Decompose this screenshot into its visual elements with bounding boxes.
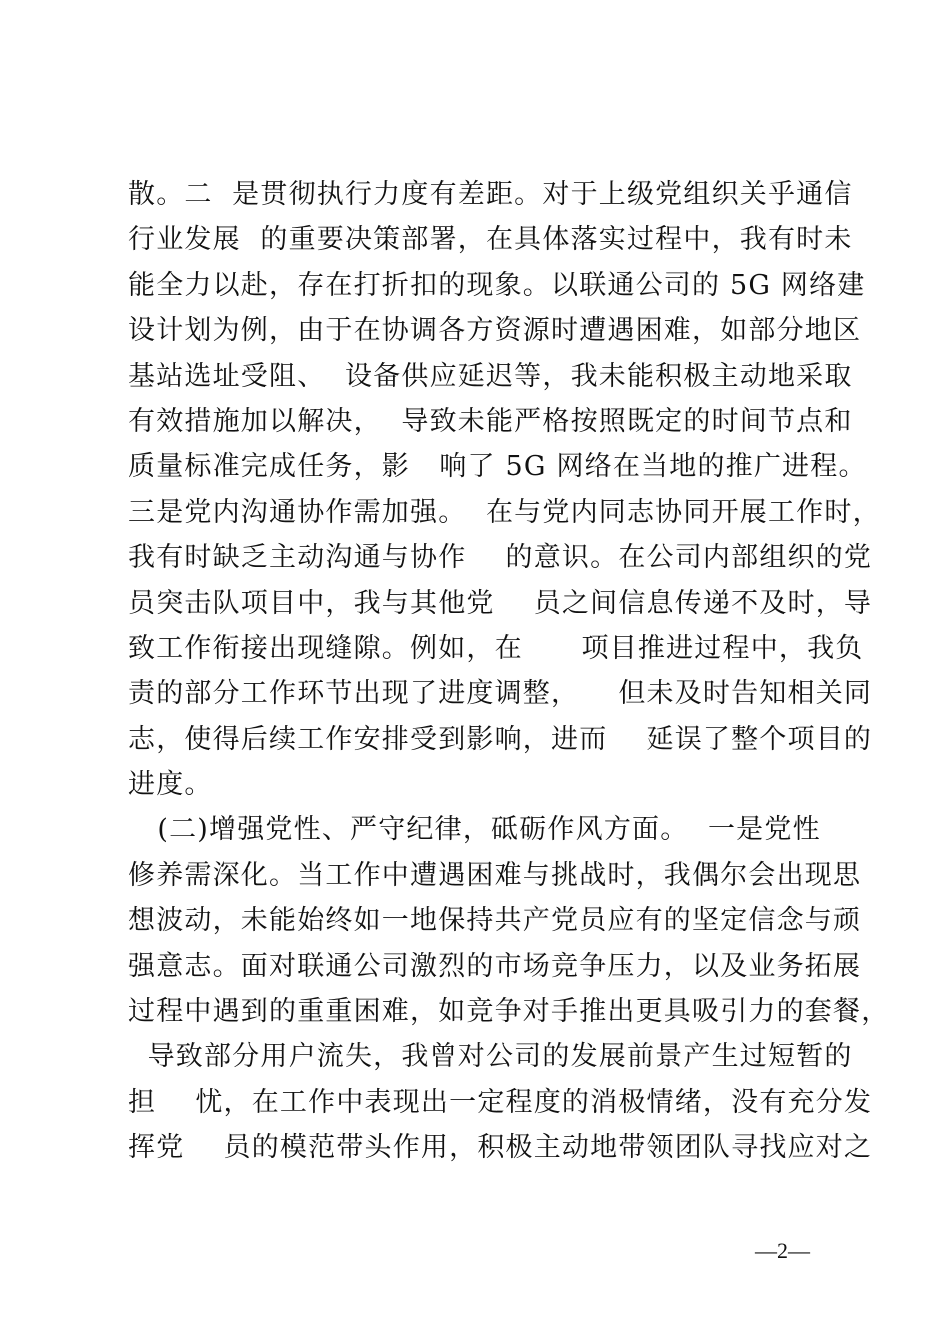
text-line: 责的部分工作环节出现了进度调整， 但未及时告知相关同: [128, 678, 873, 710]
text-line: 能全力以赴，存在打折扣的现象。以联通公司的 5G 网络建: [128, 269, 866, 301]
text-line: 设计划为例，由于在协调各方资源时遭遇困难，如部分地区: [128, 315, 862, 347]
text-line: 导致部分用户流失，我曾对公司的发展前景产生过短暂的: [128, 1041, 853, 1073]
text-line: 有效措施加以解决， 导致未能严格按照既定的时间节点和: [128, 405, 853, 437]
body-text: [128, 172, 890, 1171]
text-line: 过程中遇到的重重困难，如竞争对手推出更具吸引力的套餐，: [128, 996, 890, 1028]
text-line: 行业发展 的重要决策部署，在具体落实过程中，我有时未: [128, 224, 853, 256]
text-line: 散。二 是贯彻执行力度有差距。对于上级党组织关乎通信: [128, 179, 853, 210]
section-heading-line: (二)增强党性、严守纪律，砥砺作风方面。 一是党性: [128, 814, 821, 846]
text-line: 基站选址受阻、 设备供应延迟等，我未能积极主动地采取: [128, 360, 853, 392]
text-line: 进度。: [128, 769, 213, 801]
text-line: 志，使得后续工作安排受到影响，进而 延误了整个项目的: [128, 723, 873, 755]
text-line: 我有时缺乏主动沟通与协作 的意识。在公司内部组织的党: [128, 542, 873, 574]
text-line: 三是党内沟通协作需加强。 在与党内同志协同开展工作时，: [128, 496, 881, 528]
text-line: 致工作衔接出现缝隙。例如，在 项目推进过程中，我负: [128, 632, 864, 664]
text-line: 想波动，未能始终如一地保持共产党员应有的坚定信念与顽: [128, 905, 862, 937]
text-line: 质量标准完成任务，影 响了 5G 网络在当地的推广进程。: [128, 451, 867, 483]
text-line: 强意志。面对联通公司激烈的市场竞争压力，以及业务拓展: [128, 950, 862, 982]
text-line: 担 忧，在工作中表现出一定程度的消极情绪，没有充分发: [128, 1086, 873, 1118]
text-line: 修养需深化。当工作中遭遇困难与挑战时，我偶尔会出现思: [128, 859, 862, 891]
page-number: —2—: [755, 1238, 810, 1263]
text-line: 挥党 员的模范带头作用，积极主动地带领团队寻找应对之: [128, 1132, 873, 1164]
text-line: 员突击队项目中，我与其他党 员之间信息传递不及时，导: [128, 587, 873, 619]
